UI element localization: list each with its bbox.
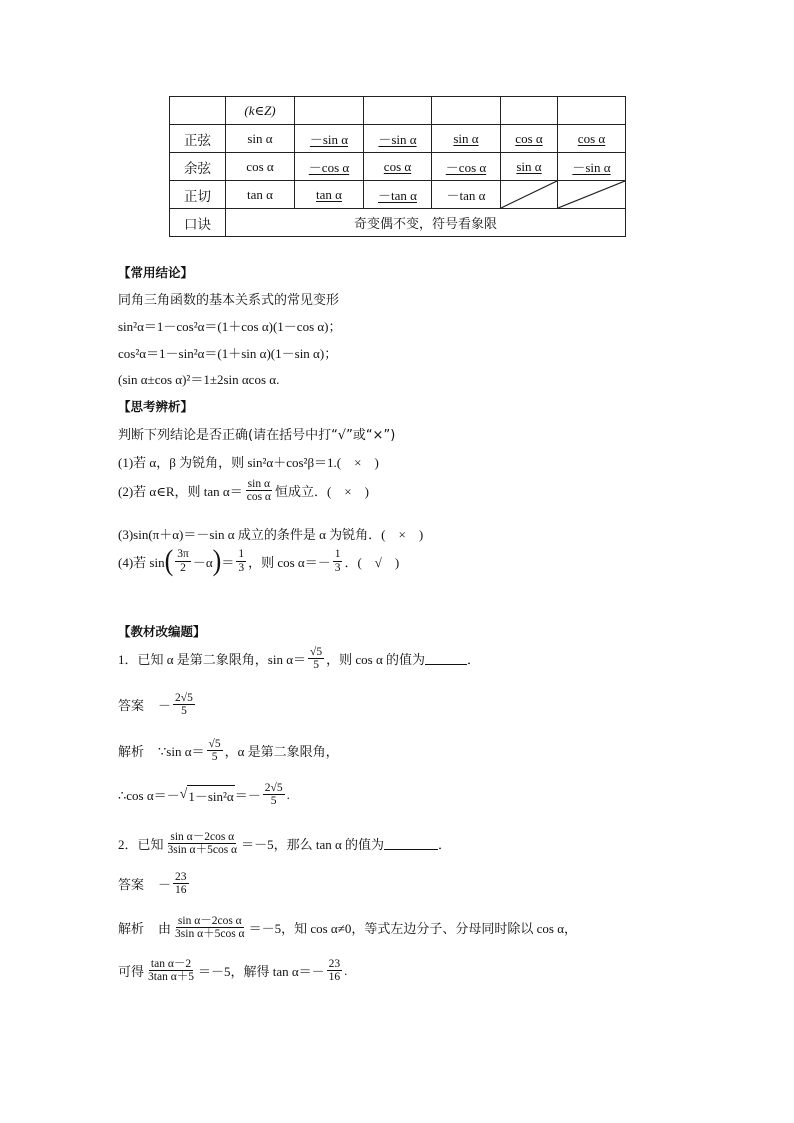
analysis-1-line2: ∴cos α＝－ √ 1－sin²α ＝－ $\frac{2√5}{5}$ .	[118, 782, 290, 808]
analysis-1: 解析 ∵sin α＝ $\frac{√5}{5}$ ，α 是第二象限角，	[118, 738, 339, 764]
table-cell: －tan α	[364, 181, 432, 209]
fraction: $\frac{1}{3}$	[334, 548, 341, 574]
answer-1: 答案 － $\frac{2√5}{5}$	[118, 692, 193, 718]
table-cell	[432, 97, 501, 125]
answer-2: 答案 － $\frac{23}{16}$	[118, 871, 187, 897]
identity-line-2: cos²α＝1－sin²α＝(1＋sin α)(1－sin α)；	[118, 346, 338, 361]
fraction: $\frac{√5}{5}$	[310, 646, 323, 672]
row-label: 正切	[170, 181, 226, 209]
table-cell	[558, 97, 626, 125]
fraction: $\frac{1}{3}$	[238, 548, 245, 574]
table-cell: sin α	[432, 125, 501, 153]
question-3: (3)sin(π＋α)＝－sin α 成立的条件是 α 为锐角．( × )	[118, 527, 424, 542]
table-row-tan	[170, 181, 626, 209]
fraction: $\frac{2√5}{5}$	[264, 782, 283, 808]
table-cell: sin α	[501, 153, 558, 181]
fraction: $\frac{3\pi}{2}$	[177, 548, 189, 574]
table-cell	[364, 97, 432, 125]
question-4: (4)若 sin ( $\frac{3\pi}{2}$ －α ) ＝ $\frac{1}{3}$ ，则 cos α＝－ $\frac{1}{3}$ ．( √ )	[118, 543, 400, 578]
row-label: 口诀	[170, 209, 226, 237]
fraction: $\frac{2√5}{5}$	[175, 692, 193, 718]
think-intro: 判断下列结论是否正确(请在括号中打“√”或“×”)	[118, 428, 396, 443]
fraction: $\frac{23}{16}$	[175, 871, 187, 897]
analysis-2: 解析 由 $\frac{\text{sin α－2cos α}}{\text{3sin α＋5cos α}}$ ＝－5，知 cos α≠0，等式左边分子、分母同时除以 cos α，	[118, 915, 578, 941]
fraction: $\frac{\text{tan α－2}}{\text{3tan α＋5}}$	[148, 958, 194, 984]
table-cell-diagonal	[558, 181, 626, 209]
common-intro: 同角三角函数的基本关系式的常见变形	[118, 293, 340, 308]
answer-blank	[384, 837, 438, 850]
row-label: 正弦	[170, 125, 226, 153]
diagonal-line	[558, 181, 625, 208]
problem-1: 1．已知 α 是第二象限角，sin α＝ $\frac{√5}{5}$ ，则 cos α 的值为 ．	[118, 646, 481, 672]
question-1: (1)若 α，β 为锐角，则 sin²α＋cos²β＝1.( × )	[118, 455, 379, 470]
table-row-sin	[170, 125, 626, 153]
table-cell: sin α	[226, 125, 295, 153]
diagonal-line	[501, 181, 557, 208]
answer-blank	[425, 652, 467, 665]
problem-2: 2．已知 $\frac{\text{sin α－2cos α}}{\text{3sin α＋5cos α}}$ ＝－5，那么 tan α 的值为 ．	[118, 831, 452, 857]
question-2: (2)若 α∈R，则 tan α＝ $\frac{\text{sin α}}{\text{cos α}}$ 恒成立．( × )	[118, 478, 369, 504]
table-cell: cos α	[558, 125, 626, 153]
table-cell: tan α	[295, 181, 364, 209]
table-cell: －sin α	[364, 125, 432, 153]
table-cell: －sin α	[295, 125, 364, 153]
table-cell	[170, 97, 226, 125]
table-cell: cos α	[501, 125, 558, 153]
analysis-2-line2: 可得 $\frac{\text{tan α－2}}{\text{3tan α＋5}}$ ＝－5，解得 tan α＝－ $\frac{23}{16}$ .	[118, 958, 348, 984]
table-row-mnemonic	[170, 209, 626, 237]
table-cell: －cos α	[295, 153, 364, 181]
fraction: $\frac{\text{sin α－2cos α}}{\text{3sin α＋5cos α}}$	[167, 831, 238, 857]
fraction: $\frac{\text{sin α－2cos α}}{\text{3sin α＋5cos α}}$	[175, 915, 245, 941]
identity-line-3: (sin α±cos α)²＝1±2sin αcos α.	[118, 372, 280, 387]
fraction: $\frac{√5}{5}$	[208, 738, 221, 764]
section-heading-common: 【常用结论】	[118, 265, 194, 280]
row-label: 余弦	[170, 153, 226, 181]
table-cell: －sin α	[558, 153, 626, 181]
table-row-cos	[170, 153, 626, 181]
table-cell: －cos α	[432, 153, 501, 181]
identity-line-1: sin²α＝1－cos²α＝(1＋cos α)(1－cos α)；	[118, 319, 342, 334]
table-cell: cos α	[226, 153, 295, 181]
induction-formula-table	[169, 96, 626, 237]
table-cell: －tan α	[432, 181, 501, 209]
table-header-k: (k∈Z)	[226, 97, 295, 125]
fraction: $\frac{\text{sin α}}{\text{cos α}}$	[246, 478, 271, 504]
table-header-row	[170, 97, 626, 125]
table-cell	[295, 97, 364, 125]
section-heading-textbook: 【教材改编题】	[118, 624, 206, 639]
mnemonic-text: 奇变偶不变，符号看象限	[226, 209, 626, 237]
table-cell: cos α	[364, 153, 432, 181]
table-cell	[501, 97, 558, 125]
table-cell-diagonal	[501, 181, 558, 209]
table-cell: tan α	[226, 181, 295, 209]
section-heading-think: 【思考辨析】	[118, 399, 194, 414]
fraction: $\frac{23}{16}$	[328, 958, 341, 984]
